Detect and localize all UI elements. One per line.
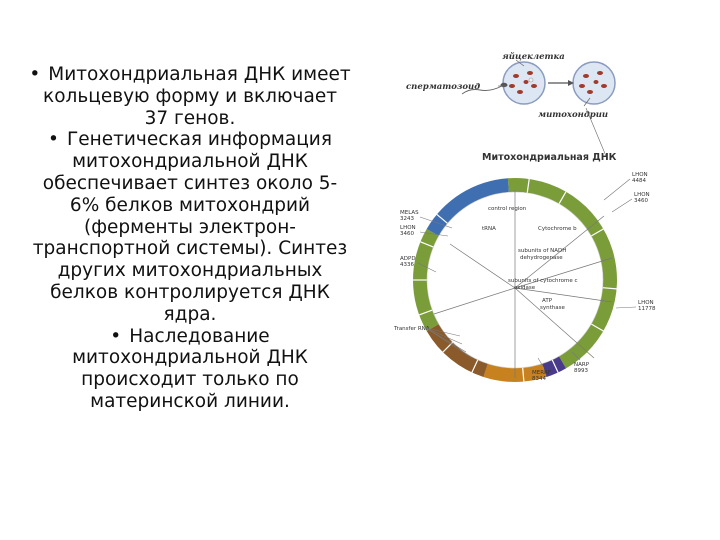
bullet-1-line-3: 37 генов. (144, 107, 236, 129)
label-lhon-top-num: 3460 (634, 198, 648, 204)
label-control-region: control region (488, 206, 527, 212)
bullet-1-line-1: Митохондриальная ДНК имеет (48, 64, 351, 85)
label-lhon-top-right: LHON (632, 172, 648, 178)
bullet-2-line-8: белков контролируется ДНК (50, 281, 330, 303)
label-lhon-left: LHON (400, 225, 416, 231)
label-narp: NARP (574, 362, 590, 368)
ring-segment-brown (427, 324, 488, 377)
label-transfer-rna: Transfer RNA (394, 326, 430, 332)
label-adpd-num: 4336 (400, 262, 414, 268)
label-lhon-mid-right-num: 11778 (638, 306, 656, 312)
bullet-2 (0, 129, 380, 325)
egg-cell-right (573, 62, 615, 104)
label-lhon-top-right-num: 4484 (632, 178, 646, 184)
bullet-1-line-2: кольцевую форму и включает (43, 85, 337, 107)
label-cox-2: oxidase (514, 285, 536, 291)
bullet-2-line-9: ядра. (163, 303, 217, 325)
mtdna-figure (390, 40, 720, 400)
label-nadh-1: subunits of NADH (518, 248, 567, 254)
label-lhon-mid-right: LHON (638, 300, 654, 306)
bullet-3 (0, 326, 380, 413)
bullet-marker: • (29, 64, 41, 85)
bullet-3-line-2: митохондриальной ДНК (72, 347, 308, 369)
label-lhon-left-num: 3460 (400, 231, 414, 237)
bullet-2-line-7: других митохондриальных (57, 260, 323, 282)
bullet-2-line-4: 6% белков митохондрий (69, 194, 311, 216)
bullet-3-line-1: Наследование (129, 325, 270, 347)
label-atp-1: ATP (542, 298, 553, 304)
bullet-2-line-6: транспортной системы). Синтез (32, 238, 348, 260)
bullet-1 (0, 64, 380, 129)
label-adpd: ADPD (400, 256, 416, 262)
label-cytochrome-b: Cytochrome b (538, 226, 577, 232)
bullet-3-line-3: происходит только по (81, 369, 299, 391)
label-lhon-top: LHON (634, 192, 650, 198)
label-merrf: MERRF (532, 370, 552, 376)
mito-label: митохондрии (538, 110, 609, 120)
bullet-marker: • (48, 129, 59, 151)
text-block (0, 64, 380, 413)
label-merrf-num: 8344 (532, 376, 546, 382)
label-melas-num: 3243 (400, 216, 414, 222)
bullet-2-line-3: обеспечивает синтез около 5- (42, 172, 338, 194)
egg-cell-left (503, 62, 545, 104)
bullet-3-line-4: материнской линии. (90, 390, 290, 412)
egg-label: яйцеклетка (502, 52, 565, 62)
label-atp-2: synthase (540, 305, 565, 311)
dna-title: Митохондриальная ДНК (482, 152, 617, 163)
label-narp-num: 8993 (574, 368, 588, 374)
bullet-marker: • (110, 325, 122, 347)
arrow-between-cells (548, 80, 574, 86)
mtdna-diagram (390, 40, 720, 400)
label-cox-1: subunits of cytochrome c (508, 278, 578, 284)
bullet-2-line-2: митохондриальной ДНК (72, 151, 308, 173)
sperm-label: сперматозоид (406, 82, 481, 92)
label-trna: tRNA (482, 226, 496, 232)
label-melas: MELAS (400, 210, 419, 216)
label-nadh-2: dehydrogenase (520, 255, 563, 261)
bullet-2-line-1: Генетическая информация (66, 129, 332, 151)
bullet-2-line-5: (ферменты электрон- (83, 216, 296, 238)
